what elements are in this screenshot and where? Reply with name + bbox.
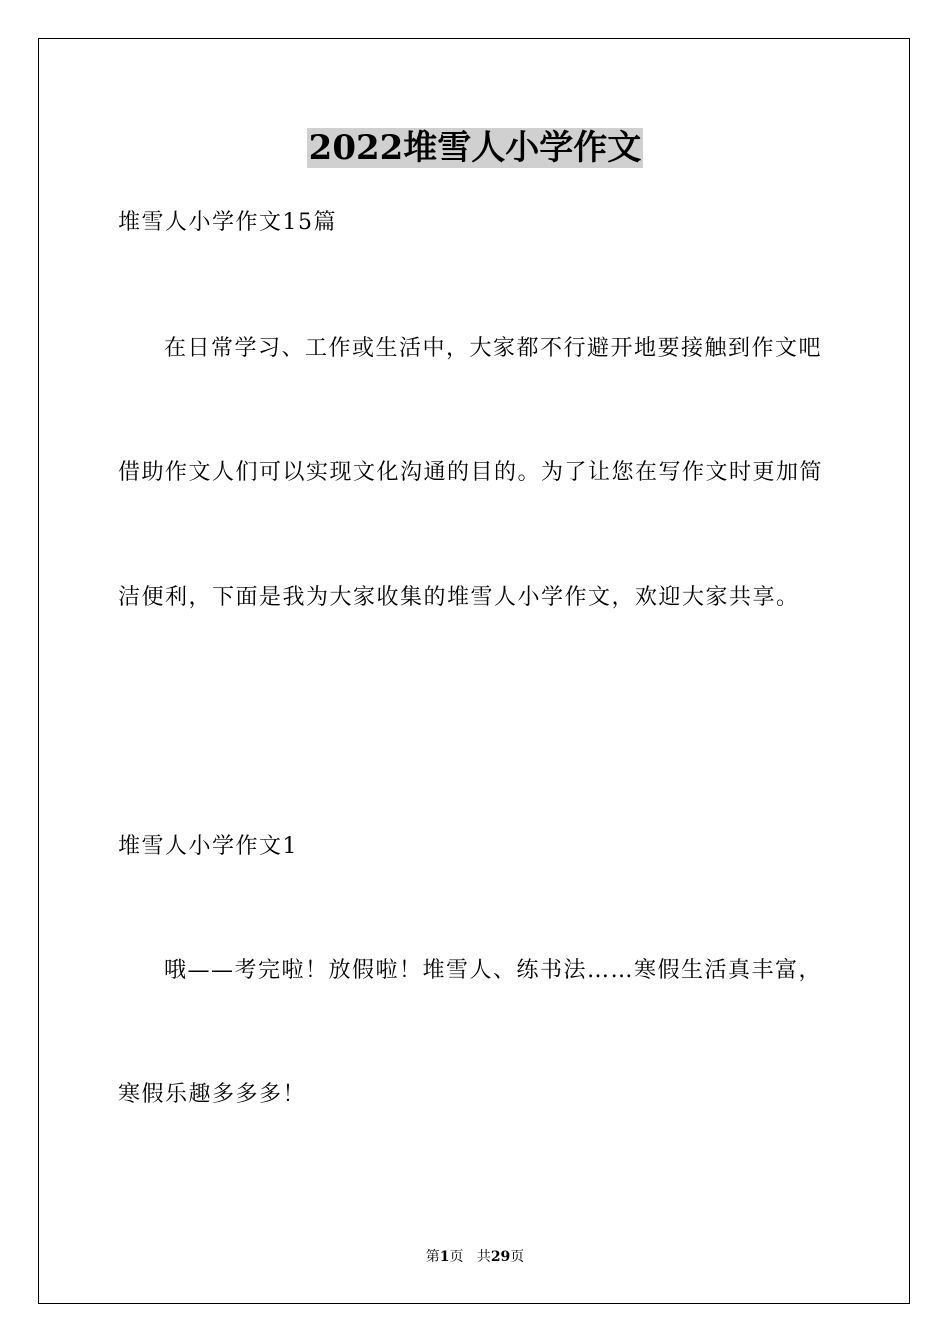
footer-total-pages: 29 [490, 1249, 511, 1265]
subtitle-line: 堆雪人小学作文15篇 [118, 210, 337, 235]
footer-total-suffix: 页 [510, 1249, 525, 1265]
footer-page-suffix: 页 [449, 1249, 464, 1265]
footer-page-number: 1 [439, 1249, 450, 1265]
footer-total-prefix: 共 [476, 1249, 491, 1265]
paragraph-line-4: 哦——考完啦！放假啦！堆雪人、练书法……寒假生活真丰富， [164, 958, 823, 983]
section-heading: 堆雪人小学作文1 [118, 834, 298, 859]
document-title [0, 128, 950, 168]
page-footer [0, 1247, 950, 1267]
paragraph-line-1: 在日常学习、工作或生活中，大家都不行避开地要接触到作文吧 [164, 336, 823, 361]
paragraph-line-3: 洁便利，下面是我为大家收集的堆雪人小学作文，欢迎大家共享。 [118, 585, 800, 610]
paragraph-line-2: 借助作文人们可以实现文化沟通的目的。为了让您在写作文时更加简 [118, 460, 824, 485]
document-title-text: 2022堆雪人小学作文 [308, 128, 642, 168]
footer-page-prefix: 第 [425, 1249, 440, 1265]
paragraph-line-5: 寒假乐趣多多多！ [118, 1082, 307, 1107]
